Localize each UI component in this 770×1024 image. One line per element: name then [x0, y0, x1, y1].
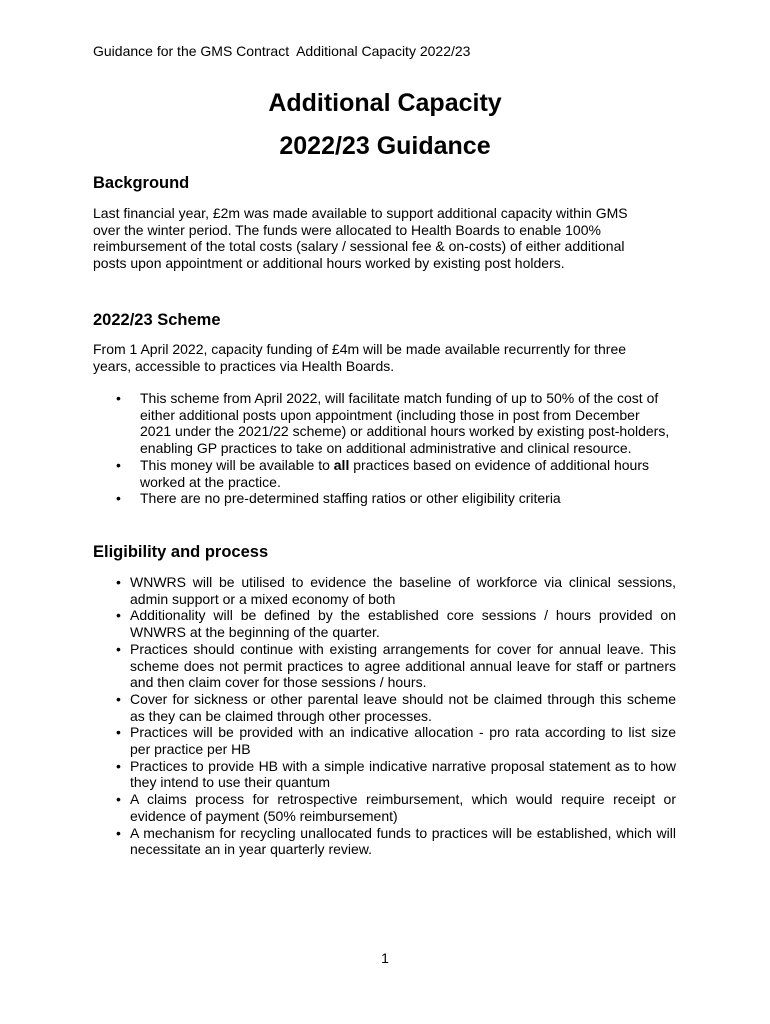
eligibility-bullet-list: [130, 574, 676, 858]
eligibility-bullet-item: • A claims process for retrospective reimbursement, which would require receipt or evidence of payment (50% reimbursement): [130, 791, 676, 824]
eligibility-bullet-item: • Practices will be provided with an indicative allocation - pro rata according to list size per practice per HB: [130, 724, 676, 757]
eligibility-bullet-item: • Practices should continue with existing arrangements for cover for annual leave. This scheme does not permit practices to agree additional annual leave for staff or partners and then claim cover for those sessions / hours.: [130, 641, 676, 691]
eligibility-bullet-item: • Cover for sickness or other parental leave should not be claimed through this scheme as they can be claimed through other processes.: [130, 691, 676, 724]
scheme-bullet-item: • This scheme from April 2022, will facilitate match funding of up to 50% of the cost of either additional posts upon appointment (including those in post from December 2021 under the 2021/22 scheme) or additional hours worked by existing post-holders, enabling GP practices to take on additional administrative and clinical resource.: [140, 390, 670, 457]
scheme-heading: 2022/23 Scheme: [93, 311, 221, 329]
bullet-text: practices based on evidence of additional hours worked at the practice.: [140, 456, 649, 490]
bullet-text: This money will be available to: [140, 456, 334, 473]
eligibility-bullet-item: • WNWRS will be utilised to evidence the baseline of workforce via clinical sessions, admin support or a mixed economy of both: [130, 574, 676, 607]
background-heading: Background: [93, 174, 190, 192]
eligibility-bullet-item: • Additionality will be defined by the established core sessions / hours provided on WNWRS at the beginning of the quarter.: [130, 607, 676, 640]
scheme-bullet-item: [140, 457, 670, 490]
bullet-bold-text: all: [333, 456, 350, 473]
page-header: Guidance for the GMS Contract Additional Capacity 2022/23: [93, 43, 471, 59]
scheme-bullet-list: [140, 390, 670, 507]
eligibility-heading: Eligibility and process: [93, 543, 269, 561]
scheme-intro-paragraph: From 1 April 2022, capacity funding of £4m will be made available recurrently for three years, accessible to practices via Health Boards.: [93, 341, 627, 374]
eligibility-bullet-item: • A mechanism for recycling unallocated funds to practices will be established, which will necessitate an in year quarterly review.: [130, 825, 676, 858]
document-subtitle: 2022/23 Guidance: [279, 132, 491, 160]
background-paragraph: Last financial year, £2m was made available to support additional capacity within GMS over the winter period. The funds were allocated to Health Boards to enable 100% reimbursement of the total costs (salary / sessional fee & on-costs) of either additional posts upon appointment or additional hours worked by existing post holders.: [93, 205, 628, 272]
scheme-bullet-item: • There are no pre-determined staffing ratios or other eligibility criteria: [140, 490, 670, 507]
page-number: 1: [381, 950, 389, 966]
document-title: Additional Capacity: [268, 89, 502, 117]
eligibility-bullet-item: • Practices to provide HB with a simple indicative narrative proposal statement as to how they intend to use their quantum: [130, 758, 676, 791]
